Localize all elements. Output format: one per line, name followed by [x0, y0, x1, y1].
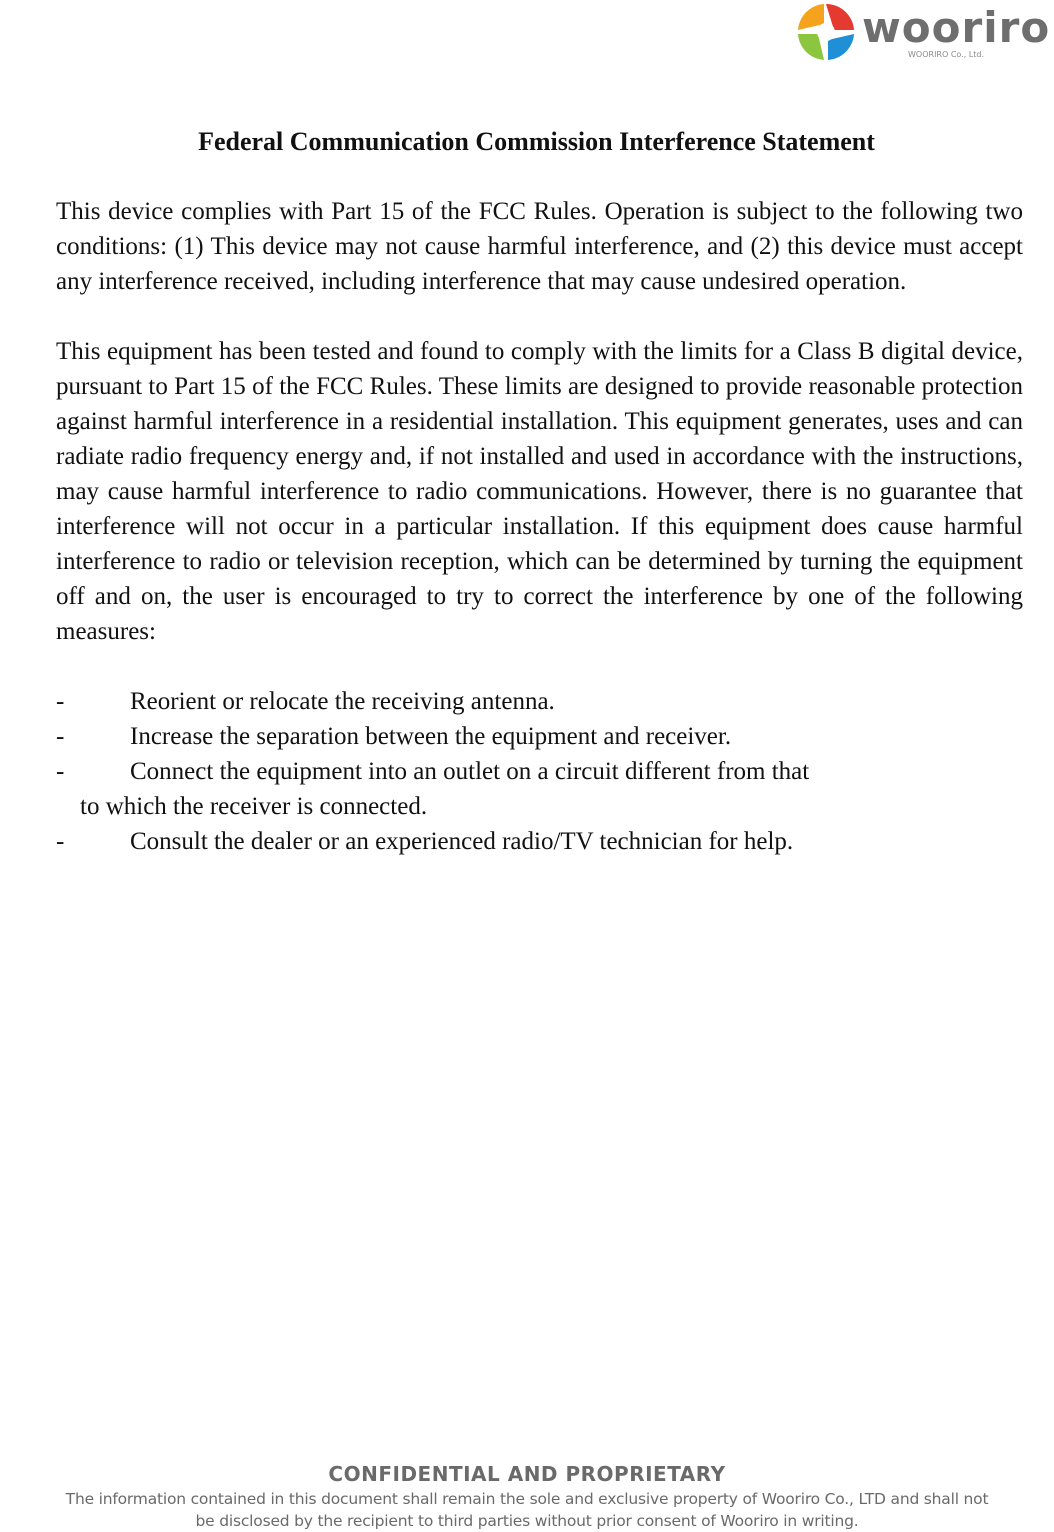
- compliance-paragraph: This device complies with Part 15 of the FCC Rules. Operation is subject to the following two conditions: (1) This device may not cause harmful interference, and (2) this device must accept any interference received, including interference that may cause undesired operation.: [56, 198, 1023, 295]
- company-logo: [794, 0, 1054, 70]
- list-bullet: -: [56, 723, 65, 750]
- list-bullet: -: [56, 828, 65, 855]
- list-item: [56, 824, 1023, 859]
- footer-notice-line-2: be disclosed by the recipient to third parties without prior consent of Wooriro in writing.: [195, 1512, 859, 1530]
- footer-notice-line-1: The information contained in this document shall remain the sole and exclusive property of Wooriro Co., LTD and shall not: [65, 1490, 989, 1508]
- list-item-text: Reorient or relocate the receiving antenna.: [130, 688, 555, 715]
- list-item-text: Increase the separation between the equipment and receiver.: [130, 723, 732, 750]
- confidential-footer: [0, 1460, 1054, 1532]
- list-item: [56, 684, 1023, 719]
- pinwheel-logo-icon: [794, 0, 858, 64]
- list-item: [56, 719, 1023, 754]
- list-bullet: -: [56, 758, 65, 785]
- document-body: [56, 124, 1023, 859]
- list-bullet: -: [56, 688, 65, 715]
- list-item-continuation: to which the receiver is connected.: [80, 793, 428, 820]
- list-item-text: Consult the dealer or an experienced radio/TV technician for help.: [130, 828, 794, 855]
- logo-subtitle: WOORIRO Co., Ltd.: [908, 50, 985, 59]
- measures-list: [56, 684, 1023, 859]
- list-item-text: Connect the equipment into an outlet on a circuit different from that: [130, 758, 810, 785]
- class-b-paragraph: This equipment has been tested and found to comply with the limits for a Class B digital device, pursuant to Part 15 of the FCC Rules. These limits are designed to provide reasonable protection against harmful interference in a residential installation. This equipment generates, uses and can radiate radio frequency energy and, if not installed and used in accordance with the instructions, may cause harmful interference to radio communications. However, there is no guarantee that interference will not occur in a particular installation. If this equipment does cause harmful interference to radio or television reception, which can be determined by turning the equipment off and on, the user is encouraged to try to correct the interference by one of the following measures:: [56, 338, 1023, 645]
- list-item: [56, 754, 1023, 789]
- page-title: Federal Communication Commission Interference Statement: [198, 127, 875, 156]
- logo-wordmark: wooriro: [862, 3, 1051, 52]
- footer-title: CONFIDENTIAL AND PROPRIETARY: [328, 1462, 726, 1486]
